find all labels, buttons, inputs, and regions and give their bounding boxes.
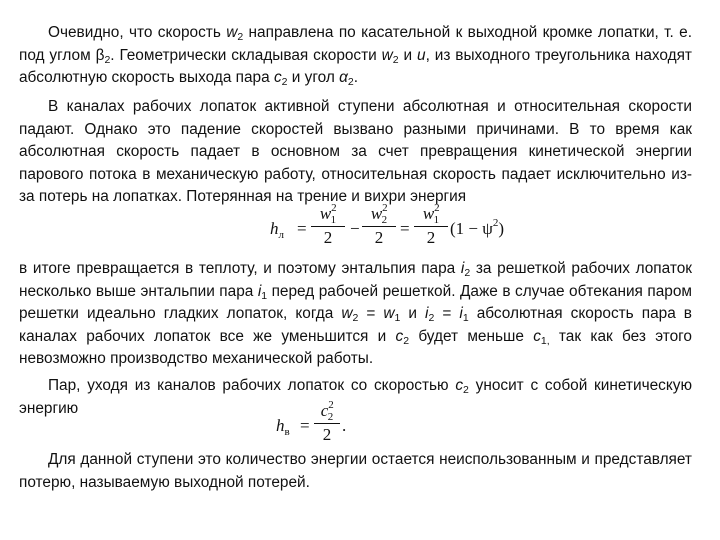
paragraph-kinetic-energy: Пар, уходя из каналов рабочих лопаток со скоростью $c_2$ уносит с собой кинетическую энергию <box>19 377 692 417</box>
fraction-w2: $\frac{w^2_2}{2}$ <box>362 204 396 249</box>
formula-blade-loss: $h_л$ = $\frac{w^2_1}{2}$ − $\frac{w^2_2}{2}$ = $\frac{w^2_1}{2}$ $(1 - \psi^2)$ <box>270 202 505 247</box>
formula-exit-lhs: $h_в$ <box>276 416 290 438</box>
paragraph-velocity-direction: Очевидно, что скорость $w_2$ направлена по касательной к выходной кромке лопатки, т. е. под углом $\beta_2$. Геометрически складывая скорости $w_2$ и u, из выходного треугольника находят абсолютную скорость выхода пара $c_2$ и угол $\alpha_2$. <box>19 24 692 88</box>
formula-exit-loss: $h_в$ = $\frac{c^2_2}{2}$ . <box>276 399 347 444</box>
paragraph-velocity-drop: В каналах рабочих лопаток активной ступени абсолютная и относительная скорости падают. Однако это падение скоростей вызвано разными причинами. В то время как абсолютная скорость падает в основном за счет превращения кинетической энергии парового потока в механическую работу, относительная скорость падает исключительно из-за потерь на лопатках. Потерянная на трение и вихри энергия <box>19 98 692 205</box>
fraction-w1: $\frac{w^2_1}{2}$ <box>311 204 345 249</box>
paragraph-enthalpy: в итоге превращается в теплоту, и поэтому энтальпия пара $i_2$ за решеткой рабочих лопаток несколько выше энтальпии пара $i_1$ перед рабочей решеткой. Даже в случае обтекания паром решетки идеально гладких лопаток, когда $w_2 = w_1$ и $i_2 = i_1$ абсолютная скорость пара в каналах рабочих лопаток все же уменьшится и $c_2$ будет меньше $c_{1,}$ так как без этого невозможно производство механической работы. <box>19 260 693 367</box>
formula-tail: $(1 - \psi^2)$ <box>450 217 505 238</box>
fraction-c2: $\frac{c^2_2}{2}$ <box>314 401 340 446</box>
fraction-w1-b: $\frac{w^2_1}{2}$ <box>414 204 448 249</box>
paragraph-exit-loss: Для данной ступени это количество энергии остается неиспользованным и представляет потерю, называемую выходной потерей. <box>19 451 692 491</box>
formula-lhs: $h_л$ <box>270 219 284 241</box>
